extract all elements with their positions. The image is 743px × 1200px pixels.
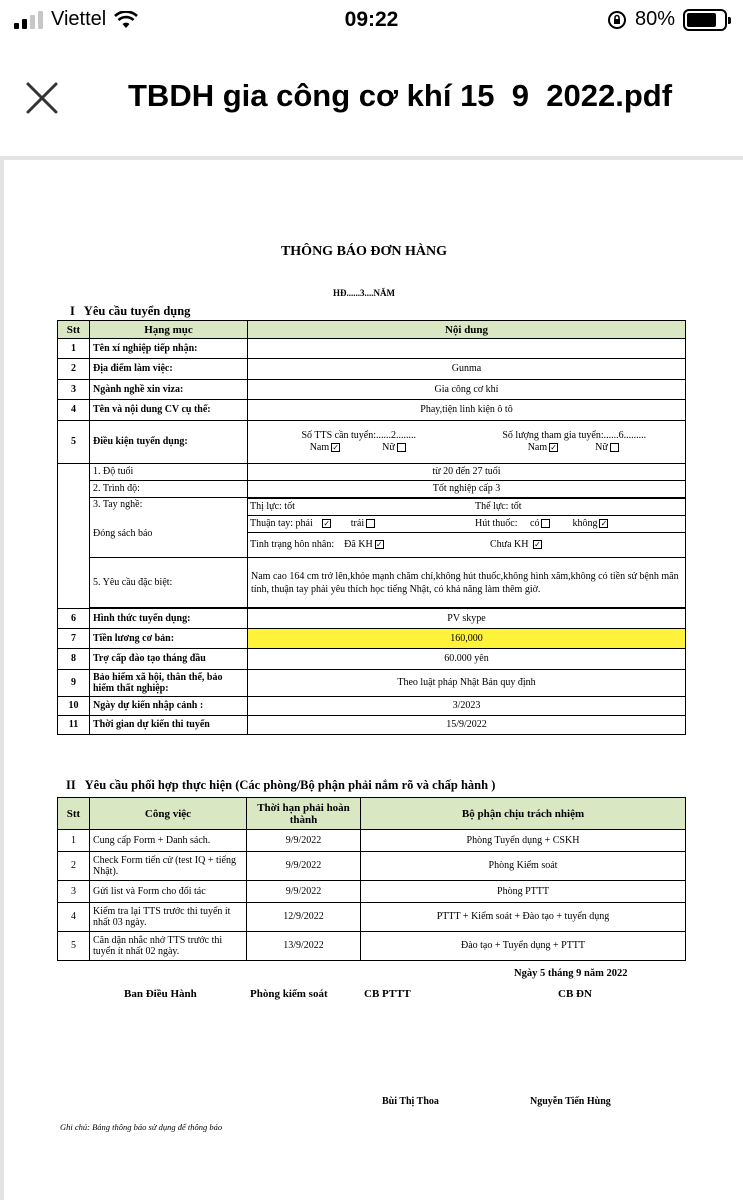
header-content: Nội dung	[248, 321, 686, 339]
date-line: Ngày 5 tháng 9 năm 2022	[514, 968, 628, 979]
checkbox-checked-icon: ✓	[534, 539, 541, 549]
row-stt: 7	[58, 629, 90, 649]
checkbox-empty-icon	[397, 443, 406, 452]
pdf-viewer[interactable]	[0, 156, 743, 1200]
row-stt: 9	[58, 670, 90, 697]
age-label: 1. Độ tuổi	[90, 464, 248, 481]
task-deadline: 9/9/2022	[247, 830, 361, 852]
tts-participants: Số lượng tham gia tuyển:......6.........	[502, 430, 647, 441]
task-deadline: 9/9/2022	[247, 881, 361, 903]
task-deadline: 9/9/2022	[247, 852, 361, 881]
special-value: Nam cao 164 cm trở lên,khỏe mạnh chăm chỉ,không hút thuốc,không hình xăm,không có tiền sử bệnh mãn tính, thuận tay phải yêu thích học tiếng Nhật, có khả năng làm thêm giờ.	[248, 558, 686, 608]
task-deadline: 12/9/2022	[247, 903, 361, 932]
name-hung: Nguyễn Tiến Hùng	[530, 1096, 611, 1107]
table-row	[58, 609, 686, 629]
table-row	[58, 881, 686, 903]
row-item: Ngành nghề xin viza:	[90, 380, 248, 400]
row-item: Tiền lương cơ bản:	[90, 629, 248, 649]
task-stt: 5	[58, 932, 90, 961]
table-row	[58, 464, 686, 481]
carrier-name: Viettel	[51, 8, 107, 30]
eyesight: Thị lực: tốt	[248, 499, 473, 516]
table-row	[58, 400, 686, 421]
row-value	[248, 421, 686, 464]
row-item: Hình thức tuyển dụng:	[90, 609, 248, 629]
table-row	[58, 649, 686, 670]
battery-info	[607, 8, 727, 31]
table-header	[58, 798, 686, 830]
hd-line: HĐ......3....NĂM	[333, 288, 395, 298]
orientation-lock-icon	[607, 10, 627, 30]
table-row	[58, 629, 686, 649]
table-row	[58, 716, 686, 735]
table-header	[58, 321, 686, 339]
row-stt: 11	[58, 716, 90, 735]
edu-label: 2. Trình độ:	[90, 481, 248, 498]
row-value: Phay,tiện linh kiện ô tô	[248, 400, 686, 421]
header-stt: Stt	[58, 321, 90, 339]
yes-label: có	[530, 518, 540, 529]
signer-cbdn: CB ĐN	[558, 988, 592, 1000]
table-row	[58, 852, 686, 881]
checkbox-empty-icon	[366, 519, 375, 528]
row-value: Gunma	[248, 359, 686, 380]
row-item: Địa điểm làm việc:	[90, 359, 248, 380]
table-row	[58, 932, 686, 961]
close-icon	[22, 78, 62, 118]
task-stt: 3	[58, 881, 90, 903]
section2-num: II	[66, 778, 76, 792]
close-button[interactable]	[22, 78, 62, 118]
row-value: PV skype	[248, 609, 686, 629]
tasks-table	[57, 797, 686, 961]
checkbox-checked-icon: ✓	[375, 539, 383, 549]
checkbox-empty-icon	[541, 519, 550, 528]
requirements-table	[57, 320, 686, 735]
row-stt: 3	[58, 380, 90, 400]
table-row	[58, 380, 686, 400]
task-name: Gửi list và Form cho đối tác	[90, 881, 247, 903]
section1-text: Yêu cầu tuyển dụng	[83, 304, 191, 318]
physique: Thể lực: tốt	[473, 499, 685, 516]
health-cell	[248, 498, 686, 558]
status-bar	[0, 0, 743, 44]
row-item: Tên và nội dung CV cụ thể:	[90, 400, 248, 421]
recruit-counts	[251, 429, 682, 455]
row-stt: 4	[58, 400, 90, 421]
handedness-label: Thuận tay: phải	[250, 518, 313, 529]
row-item: Bảo hiểm xã hội, thân thể, bảo hiểm thất nghiệp:	[90, 670, 248, 697]
left-hand-label: trái	[350, 518, 365, 529]
checkbox-checked-icon: ✓	[600, 519, 608, 529]
section2-title	[66, 778, 495, 793]
signer-cbpttt: CB PTTT	[364, 988, 411, 1000]
task-name: Check Form tiến cử (test IQ + tiếng Nhật).	[90, 852, 247, 881]
signer-pks: Phòng kiểm soát	[250, 988, 328, 1000]
checkbox-checked-icon: ✓	[323, 519, 331, 529]
header-dept: Bộ phận chịu trách nhiệm	[361, 798, 686, 830]
header-deadline: Thời hạn phải hoàn thành	[247, 798, 361, 830]
task-stt: 2	[58, 852, 90, 881]
task-dept: Phòng Tuyển dụng + CSKH	[361, 830, 686, 852]
skill-cell	[90, 498, 248, 558]
table-row	[58, 498, 686, 558]
smoking-label: Hút thuốc:	[475, 518, 518, 529]
table-row	[58, 830, 686, 852]
task-deadline: 13/9/2022	[247, 932, 361, 961]
special-label: 5. Yêu cầu đặc biệt:	[90, 558, 248, 608]
doc-heading: THÔNG BÁO ĐƠN HÀNG	[280, 244, 448, 259]
female-label: Nữ	[382, 442, 395, 453]
table-row	[58, 421, 686, 464]
row-value: Theo luật pháp Nhật Bản quy định	[248, 670, 686, 697]
tts-needed: Số TTS cần tuyển:......2........	[301, 430, 417, 441]
pdf-page	[4, 160, 743, 1200]
header-item: Hạng mục	[90, 321, 248, 339]
section1-num: I	[70, 304, 75, 318]
table-row	[58, 359, 686, 380]
section1-title	[70, 304, 190, 319]
row-item: Trợ cấp đào tạo tháng đầu	[90, 649, 248, 670]
table-row	[58, 339, 686, 359]
header-task: Công việc	[90, 798, 247, 830]
table-row	[58, 558, 686, 608]
edu-value: Tốt nghiệp cấp 3	[248, 481, 686, 498]
marital-label: Tình trạng hôn nhân:	[250, 538, 335, 550]
task-dept: Phòng Kiểm soát	[361, 852, 686, 881]
status-time: 09:22	[344, 8, 399, 31]
task-dept: PTTT + Kiểm soát + Đào tạo + tuyển dụng	[361, 903, 686, 932]
married-label: Đã KH	[344, 538, 373, 550]
table-row	[58, 903, 686, 932]
skill-label: 3. Tay nghề:	[93, 499, 143, 510]
task-stt: 4	[58, 903, 90, 932]
row-item: Ngày dự kiến nhập cảnh :	[90, 697, 248, 716]
row-stt: 10	[58, 697, 90, 716]
nav-bar	[0, 56, 743, 142]
row-item: Thời gian dự kiến thi tuyển	[90, 716, 248, 735]
checkbox-checked-icon: ✓	[332, 443, 339, 453]
task-name: Kiểm tra lại TTS trước thi tuyển ít nhất 03 ngày.	[90, 903, 247, 932]
health-table	[248, 498, 685, 557]
row-value: 3/2023	[248, 697, 686, 716]
battery-percent: 80%	[634, 8, 675, 30]
task-dept: Phòng PTTT	[361, 881, 686, 903]
row-value: Gia công cơ khí	[248, 380, 686, 400]
row-stt-empty	[58, 464, 90, 609]
name-thoa: Bùi Thị Thoa	[382, 1096, 439, 1107]
table-row	[58, 670, 686, 697]
row-stt: 2	[58, 359, 90, 380]
row-value: 60.000 yên	[248, 649, 686, 670]
task-name: Căn dặn nhắc nhở TTS trước thi tuyển ít nhất 02 ngày.	[90, 932, 247, 961]
task-name: Cung cấp Form + Danh sách.	[90, 830, 247, 852]
checkbox-checked-icon: ✓	[550, 443, 557, 453]
female-label: Nữ	[595, 442, 608, 453]
table-row	[58, 481, 686, 498]
skill-value: Đóng sách báo	[93, 528, 153, 539]
single-label: Chưa KH	[490, 538, 529, 550]
row-item: Điều kiện tuyển dụng:	[90, 421, 248, 464]
salary-value: 160,000	[248, 629, 686, 649]
row-stt: 1	[58, 339, 90, 359]
row-item: Tên xí nghiệp tiếp nhận:	[90, 339, 248, 359]
header-stt: Stt	[58, 798, 90, 830]
row-value: 15/9/2022	[248, 716, 686, 735]
task-stt: 1	[58, 830, 90, 852]
male-label: Nam	[309, 442, 330, 453]
battery-icon	[683, 9, 727, 31]
male-label: Nam	[527, 442, 548, 453]
checkbox-empty-icon	[610, 443, 619, 452]
section2-text: Yêu cầu phối hợp thực hiện (Các phòng/Bộ phận phải nắm rõ và chấp hành )	[84, 778, 496, 792]
signer-bdh: Ban Điều Hành	[124, 988, 197, 1000]
row-value	[248, 339, 686, 359]
age-value: từ 20 đến 27 tuổi	[248, 464, 686, 481]
table-row	[58, 697, 686, 716]
task-dept: Đào tạo + Tuyển dụng + PTTT	[361, 932, 686, 961]
document-title: TBDH gia công cơ khí 15 9 2022.pdf	[128, 78, 673, 113]
row-stt: 6	[58, 609, 90, 629]
footnote: Ghi chú: Bảng thông báo sử dụng để thông báo	[60, 1122, 223, 1132]
row-stt: 5	[58, 421, 90, 464]
no-label: không	[572, 518, 598, 529]
row-stt: 8	[58, 649, 90, 670]
